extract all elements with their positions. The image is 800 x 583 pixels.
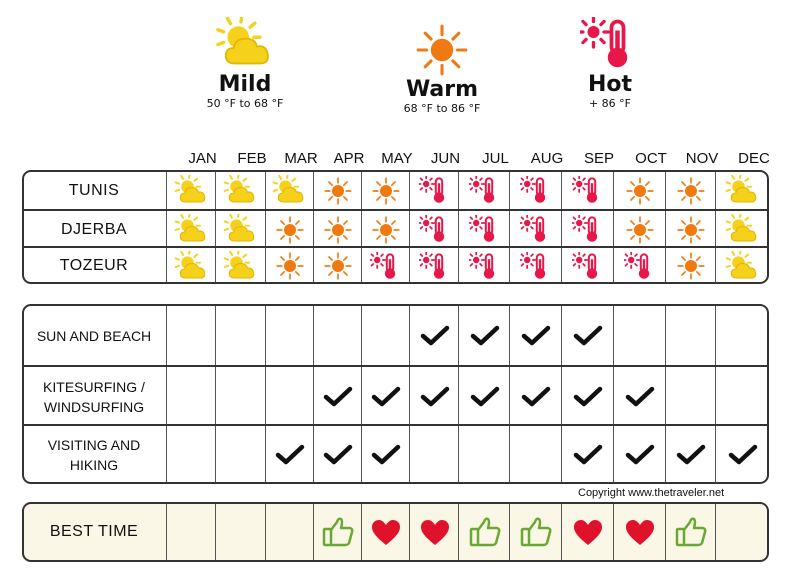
cell-sep <box>561 426 614 484</box>
legend-hot <box>560 17 660 111</box>
cell-aug <box>509 367 562 426</box>
cell-oct <box>613 426 666 484</box>
check-icon <box>625 385 655 409</box>
legend-range: + 86 °F <box>588 97 632 110</box>
cell-mar <box>265 211 314 248</box>
cell-aug <box>509 248 562 284</box>
legend-name: Mild <box>218 72 272 97</box>
sun-icon <box>371 215 401 245</box>
cell-jun <box>409 367 459 426</box>
cell-jul <box>458 211 510 248</box>
check-icon <box>521 385 551 409</box>
cell-feb <box>215 248 266 284</box>
sun-cloud-icon <box>215 17 275 73</box>
cell-nov <box>665 306 716 365</box>
thermometer-icon <box>572 252 604 281</box>
thermometer-icon <box>572 215 604 244</box>
thermometer-icon <box>520 215 552 244</box>
legend-mild <box>195 17 295 111</box>
cell-oct <box>613 367 666 426</box>
activity-row-1 <box>24 306 767 365</box>
cell-feb <box>215 426 266 484</box>
row-label: KITESURFING / WINDSURFING <box>43 378 145 415</box>
cell-feb <box>215 306 266 365</box>
cell-jan <box>166 426 216 484</box>
month-may: MAY <box>381 150 413 167</box>
cell-feb <box>215 367 266 426</box>
cell-apr <box>313 306 362 365</box>
thumbs-up-icon <box>674 516 708 548</box>
sun-cloud-icon <box>725 251 761 282</box>
cell-jul <box>458 306 510 365</box>
cell-feb <box>215 172 266 209</box>
check-icon <box>323 385 353 409</box>
month-jun: JUN <box>430 150 461 167</box>
sun-cloud-icon <box>174 251 210 282</box>
legend-range: 50 °F to 68 °F <box>206 97 284 110</box>
cell-jul <box>458 367 510 426</box>
thermometer-icon <box>419 176 451 205</box>
cell-may <box>361 248 410 284</box>
thumbs-up-icon <box>468 516 502 548</box>
month-aug: AUG <box>530 150 564 167</box>
cell-aug <box>509 504 562 560</box>
cell-may <box>361 172 410 209</box>
cell-may <box>361 367 410 426</box>
cell-aug <box>509 426 562 484</box>
cell-mar <box>265 426 314 484</box>
check-icon <box>625 443 655 467</box>
sun-cloud-icon <box>223 251 259 282</box>
month-feb: FEB <box>237 150 267 167</box>
heart-icon <box>573 519 603 546</box>
legend-range: 68 °F to 86 °F <box>403 102 481 115</box>
cell-feb <box>215 504 266 560</box>
cell-nov <box>665 211 716 248</box>
sun-icon <box>275 215 305 245</box>
cell-jan <box>166 367 216 426</box>
sun-icon <box>412 22 472 78</box>
cell-aug <box>509 306 562 365</box>
cell-apr <box>313 504 362 560</box>
month-apr: APR <box>333 150 365 167</box>
sun-cloud-icon <box>223 175 259 206</box>
cell-apr <box>313 248 362 284</box>
thermometer-icon <box>469 176 501 205</box>
city-row-djerba <box>24 209 767 248</box>
cell-dec <box>715 306 769 365</box>
cell-apr <box>313 172 362 209</box>
cell-dec <box>715 367 769 426</box>
cell-sep <box>561 504 614 560</box>
cell-sep <box>561 248 614 284</box>
heart-icon <box>371 519 401 546</box>
cell-nov <box>665 367 716 426</box>
sun-icon <box>323 176 353 206</box>
cell-jun <box>409 306 459 365</box>
sun-icon <box>275 251 305 281</box>
cell-oct <box>613 248 666 284</box>
thumbs-up-icon <box>321 516 355 548</box>
best-time-row <box>24 504 767 560</box>
row-label: SUN AND BEACH <box>36 327 152 344</box>
check-icon <box>573 443 603 467</box>
cell-jan <box>166 248 216 284</box>
cell-sep <box>561 306 614 365</box>
activity-table <box>22 304 769 484</box>
sun-icon <box>323 215 353 245</box>
month-jul: JUL <box>482 150 509 167</box>
thermometer-icon <box>572 176 604 205</box>
cell-mar <box>265 248 314 284</box>
cell-oct <box>613 211 666 248</box>
legend-name: Warm <box>405 77 479 102</box>
cell-aug <box>509 172 562 209</box>
cell-nov <box>665 504 716 560</box>
best-time-table <box>22 502 769 562</box>
check-icon <box>728 443 758 467</box>
sun-cloud-icon <box>174 214 210 245</box>
activity-row-3 <box>24 424 767 484</box>
cell-jul <box>458 172 510 209</box>
cell-jun <box>409 211 459 248</box>
heart-icon <box>625 519 655 546</box>
sun-icon <box>676 176 706 206</box>
thermometer-icon <box>624 252 656 281</box>
city-row-tunis <box>24 172 767 209</box>
cell-jul <box>458 426 510 484</box>
sun-icon <box>371 176 401 206</box>
cell-jan <box>166 306 216 365</box>
cell-apr <box>313 211 362 248</box>
cell-may <box>361 504 410 560</box>
thermometer-icon <box>469 252 501 281</box>
cell-jun <box>409 504 459 560</box>
cell-may <box>361 211 410 248</box>
activity-row-2 <box>24 365 767 426</box>
month-dec: DEC <box>738 150 770 167</box>
cell-apr <box>313 426 362 484</box>
thermometer-icon <box>520 176 552 205</box>
check-icon <box>275 443 305 467</box>
thermometer-icon <box>370 252 402 281</box>
cell-may <box>361 306 410 365</box>
cell-oct <box>613 306 666 365</box>
thermometer-icon <box>469 215 501 244</box>
thermometer-icon <box>580 17 640 73</box>
check-icon <box>470 385 500 409</box>
check-icon <box>323 443 353 467</box>
row-label: TUNIS <box>68 181 120 199</box>
check-icon <box>371 443 401 467</box>
thermometer-icon <box>419 215 451 244</box>
sun-icon <box>625 176 655 206</box>
cell-jun <box>409 248 459 284</box>
check-icon <box>420 324 450 348</box>
cell-nov <box>665 426 716 484</box>
check-icon <box>573 385 603 409</box>
copyright: Copyright www.thetraveler.net <box>578 487 725 499</box>
cell-nov <box>665 248 716 284</box>
cell-sep <box>561 367 614 426</box>
thermometer-icon <box>520 252 552 281</box>
legend-warm <box>392 22 492 116</box>
month-jan: JAN <box>188 150 217 167</box>
heart-icon <box>420 519 450 546</box>
cell-apr <box>313 367 362 426</box>
row-label: BEST TIME <box>49 523 139 540</box>
sun-cloud-icon <box>174 175 210 206</box>
legend-name: Hot <box>587 72 633 97</box>
cell-mar <box>265 172 314 209</box>
sun-icon <box>625 215 655 245</box>
month-mar: MAR <box>284 150 318 167</box>
cell-dec <box>715 248 769 284</box>
check-icon <box>676 443 706 467</box>
cell-mar <box>265 367 314 426</box>
cell-jan <box>166 172 216 209</box>
row-label: DJERBA <box>60 220 128 238</box>
check-icon <box>573 324 603 348</box>
cell-jun <box>409 172 459 209</box>
row-label: TOZEUR <box>59 257 129 274</box>
sun-icon <box>676 215 706 245</box>
cell-mar <box>265 504 314 560</box>
sun-icon <box>676 251 706 281</box>
cell-jun <box>409 426 459 484</box>
cell-mar <box>265 306 314 365</box>
sun-cloud-icon <box>725 175 761 206</box>
weather-table <box>22 170 769 284</box>
check-icon <box>420 385 450 409</box>
sun-cloud-icon <box>223 214 259 245</box>
thermometer-icon <box>419 252 451 281</box>
city-row-tozeur <box>24 246 767 284</box>
month-sep: SEP <box>583 150 614 167</box>
month-oct: OCT <box>635 150 667 167</box>
cell-oct <box>613 504 666 560</box>
cell-sep <box>561 211 614 248</box>
row-label: VISITING AND HIKING <box>47 437 141 473</box>
cell-dec <box>715 504 769 560</box>
cell-jul <box>458 504 510 560</box>
cell-nov <box>665 172 716 209</box>
cell-jan <box>166 504 216 560</box>
cell-jan <box>166 211 216 248</box>
cell-feb <box>215 211 266 248</box>
cell-aug <box>509 211 562 248</box>
cell-dec <box>715 426 769 484</box>
month-nov: NOV <box>685 150 719 167</box>
cell-sep <box>561 172 614 209</box>
cell-jul <box>458 248 510 284</box>
check-icon <box>470 324 500 348</box>
check-icon <box>521 324 551 348</box>
cell-dec <box>715 172 769 209</box>
cell-dec <box>715 211 769 248</box>
cell-oct <box>613 172 666 209</box>
sun-cloud-icon <box>272 175 308 206</box>
thumbs-up-icon <box>519 516 553 548</box>
sun-cloud-icon <box>725 214 761 245</box>
sun-icon <box>323 251 353 281</box>
cell-may <box>361 426 410 484</box>
check-icon <box>371 385 401 409</box>
